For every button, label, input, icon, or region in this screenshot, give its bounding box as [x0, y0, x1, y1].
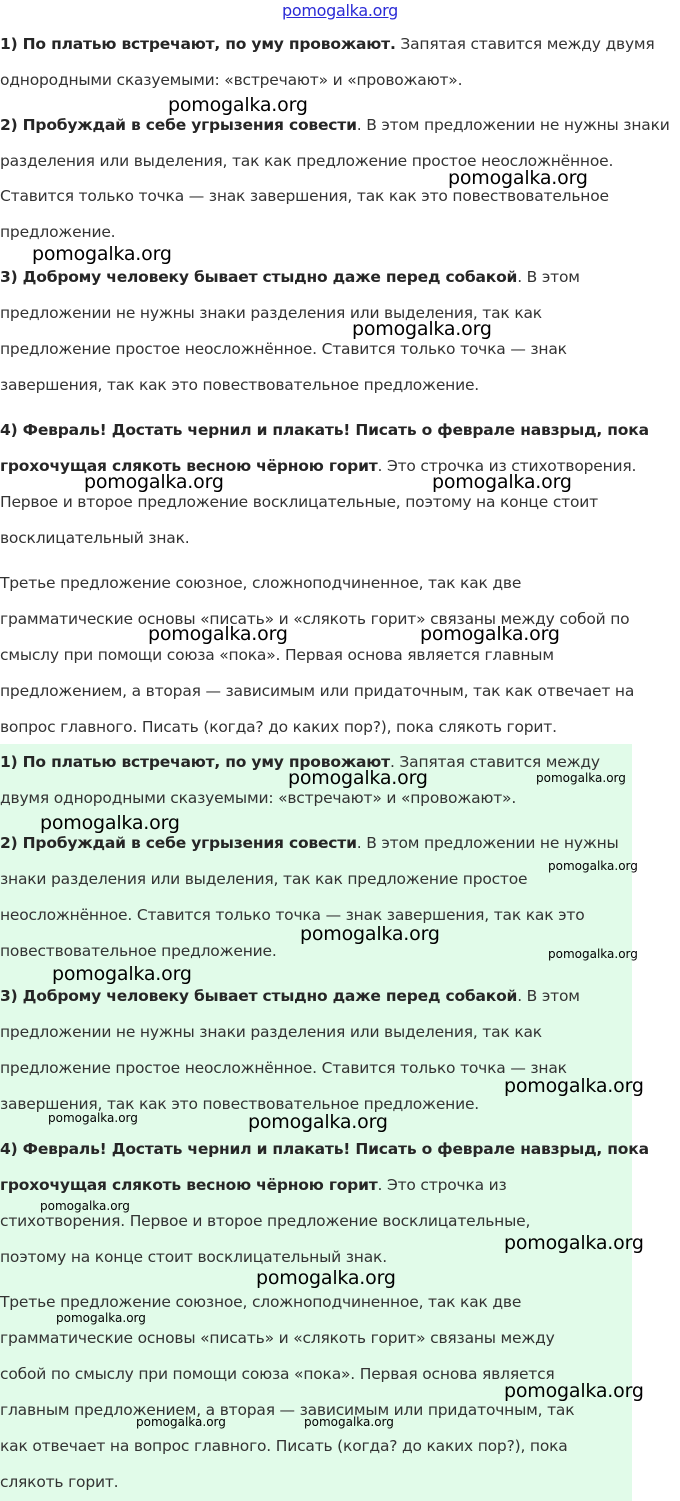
- watermark-text: pomogalka.org: [448, 167, 588, 189]
- explanation-text: вопрос главного. Писать (когда? до каких пор?), пока слякоть горит.: [0, 718, 557, 736]
- text-line: [0, 833, 619, 853]
- explanation-text: повествовательное предложение.: [0, 942, 277, 960]
- text-line: [0, 375, 479, 395]
- text-line: [0, 1436, 568, 1456]
- bold-sentence: 1) По платью встречают, по уму провожают: [0, 753, 390, 771]
- text-line: [0, 788, 516, 808]
- explanation-text: предложение.: [0, 223, 116, 241]
- text-line: [0, 34, 655, 54]
- text-line: [0, 70, 462, 90]
- explanation-text: слякоть горит.: [0, 1473, 119, 1491]
- explanation-text: восклицательный знак.: [0, 529, 190, 547]
- bold-sentence: грохочущая слякоть весною чёрною горит: [0, 457, 378, 475]
- watermark-text: pomogalka.org: [352, 318, 492, 340]
- watermark-text: pomogalka.org: [548, 947, 638, 961]
- text-line: [0, 186, 609, 206]
- explanation-text: предложение простое неосложнённое. Ставится только точка — знак: [0, 340, 567, 358]
- explanation-text: . Запятая ставится между: [389, 753, 600, 771]
- explanation-text: поэтому на конце стоит восклицательный знак.: [0, 1248, 387, 1266]
- explanation-text: завершения, так как это повествовательное предложение.: [0, 1095, 480, 1113]
- watermark-text: pomogalka.org: [32, 243, 172, 265]
- explanation-text: завершения, так как это повествовательное предложение.: [0, 376, 480, 394]
- explanation-text: . В этом предложении не нужны: [356, 834, 619, 852]
- bold-sentence: 4) Февраль! Достать чернил и плакать! Писать о феврале навзрыд, пока: [0, 1140, 649, 1158]
- explanation-text: главным предложением, а вторая — зависимым или придаточным, так: [0, 1401, 575, 1419]
- text-line: [0, 1058, 567, 1078]
- explanation-text: двумя однородными сказуемыми: «встречают» и «провожают».: [0, 789, 517, 807]
- explanation-text: . В этом: [517, 987, 580, 1005]
- explanation-text: . В этом предложении не нужны знаки: [356, 116, 670, 134]
- explanation-text: . Это строчка из стихотворения.: [377, 457, 637, 475]
- explanation-text: грамматические основы «писать» и «слякоть горит» связаны между: [0, 1329, 555, 1347]
- explanation-text: однородными сказуемыми: «встречают» и «провожают».: [0, 71, 463, 89]
- watermark-text: pomogalka.org: [300, 923, 440, 945]
- bold-sentence: 4) Февраль! Достать чернил и плакать! Писать о феврале навзрыд, пока: [0, 421, 649, 439]
- text-line: [0, 941, 277, 961]
- watermark-text: pomogalka.org: [52, 963, 192, 985]
- watermark-text: pomogalka.org: [288, 767, 428, 789]
- explanation-text: . В этом: [517, 268, 580, 286]
- watermark-text: pomogalka.org: [420, 623, 560, 645]
- explanation-text: стихотворения. Первое и второе предложение восклицательные,: [0, 1212, 531, 1230]
- bold-sentence: грохочущая слякоть весною чёрною горит: [0, 1176, 378, 1194]
- text-line: [0, 1400, 574, 1420]
- explanation-text: . Это строчка из: [377, 1176, 507, 1194]
- text-line: [0, 420, 649, 440]
- explanation-text: предложением, а вторая — зависимым или придаточным, так как отвечает на: [0, 682, 635, 700]
- watermark-text: pomogalka.org: [504, 1380, 644, 1402]
- text-line: [0, 1211, 530, 1231]
- text-line: [0, 905, 585, 925]
- bold-sentence: 3) Доброму человеку бывает стыдно даже перед собакой: [0, 987, 518, 1005]
- text-line: [0, 573, 521, 593]
- text-line: [0, 717, 557, 737]
- text-line: [0, 115, 670, 135]
- explanation-text: знаки разделения или выделения, так как предложение простое: [0, 870, 528, 888]
- text-line: [0, 869, 527, 889]
- text-line: [0, 1364, 555, 1384]
- explanation-text: разделения или выделения, так как предложение простое неосложнённое.: [0, 152, 614, 170]
- watermark-text: pomogalka.org: [168, 94, 308, 116]
- watermark-text: pomogalka.org: [504, 1232, 644, 1254]
- watermark-text: pomogalka.org: [432, 471, 572, 493]
- watermark-text: pomogalka.org: [84, 471, 224, 493]
- explanation-text: неосложнённое. Ставится только точка — знак завершения, так как это: [0, 906, 585, 924]
- explanation-text: предложении не нужны знаки разделения или выделения, так как: [0, 1023, 542, 1041]
- watermark-text: pomogalka.org: [136, 1415, 226, 1429]
- text-line: [0, 645, 554, 665]
- explanation-text: Запятая ставится между двумя: [395, 35, 655, 53]
- text-line: [0, 222, 115, 242]
- bold-sentence: 3) Доброму человеку бывает стыдно даже перед собакой: [0, 268, 518, 286]
- watermark-text: pomogalka.org: [536, 771, 626, 785]
- text-line: [0, 1139, 649, 1159]
- explanation-text: как отвечает на вопрос главного. Писать (когда? до каких пор?), пока: [0, 1437, 568, 1455]
- text-line: [0, 267, 580, 287]
- explanation-text: грамматические основы «писать» и «слякоть горит» связаны между собой по: [0, 610, 630, 628]
- watermark-text: pomogalka.org: [40, 1199, 130, 1213]
- explanation-text: собой по смыслу при помощи союза «пока». Первая основа является: [0, 1365, 555, 1383]
- bold-sentence: 1) По платью встречают, по уму провожают.: [0, 35, 396, 53]
- text-line: [0, 1328, 555, 1348]
- explanation-text: Третье предложение союзное, сложноподчиненное, так как две: [0, 574, 522, 592]
- header-watermark-link[interactable]: pomogalka.org: [282, 1, 398, 20]
- bold-sentence: 2) Пробуждай в себе угрызения совести: [0, 116, 357, 134]
- text-line: [0, 528, 189, 548]
- text-line: [0, 339, 567, 359]
- watermark-text: pomogalka.org: [40, 812, 180, 834]
- watermark-text: pomogalka.org: [548, 859, 638, 873]
- explanation-text: предложении не нужны знаки разделения или выделения, так как: [0, 304, 542, 322]
- watermark-text: pomogalka.org: [304, 1415, 394, 1429]
- watermark-text: pomogalka.org: [248, 1111, 388, 1133]
- text-line: [0, 986, 580, 1006]
- explanation-text: Ставится только точка — знак завершения, так как это повествовательное: [0, 187, 609, 205]
- watermark-text: pomogalka.org: [148, 623, 288, 645]
- text-line: [0, 1022, 542, 1042]
- text-line: [0, 1175, 507, 1195]
- watermark-text: pomogalka.org: [256, 1267, 396, 1289]
- text-line: [0, 492, 598, 512]
- watermark-text: pomogalka.org: [56, 1311, 146, 1325]
- watermark-text: pomogalka.org: [48, 1111, 138, 1125]
- text-line: [0, 681, 634, 701]
- explanation-text: Первое и второе предложение восклицательные, поэтому на конце стоит: [0, 493, 598, 511]
- explanation-text: Третье предложение союзное, сложноподчиненное, так как две: [0, 1293, 522, 1311]
- explanation-text: смыслу при помощи союза «пока». Первая основа является главным: [0, 646, 554, 664]
- text-line: [0, 1472, 118, 1492]
- text-line: [0, 1292, 521, 1312]
- watermark-text: pomogalka.org: [504, 1075, 644, 1097]
- explanation-text: предложение простое неосложнённое. Ставится только точка — знак: [0, 1059, 567, 1077]
- text-line: [0, 1247, 387, 1267]
- bold-sentence: 2) Пробуждай в себе угрызения совести: [0, 834, 357, 852]
